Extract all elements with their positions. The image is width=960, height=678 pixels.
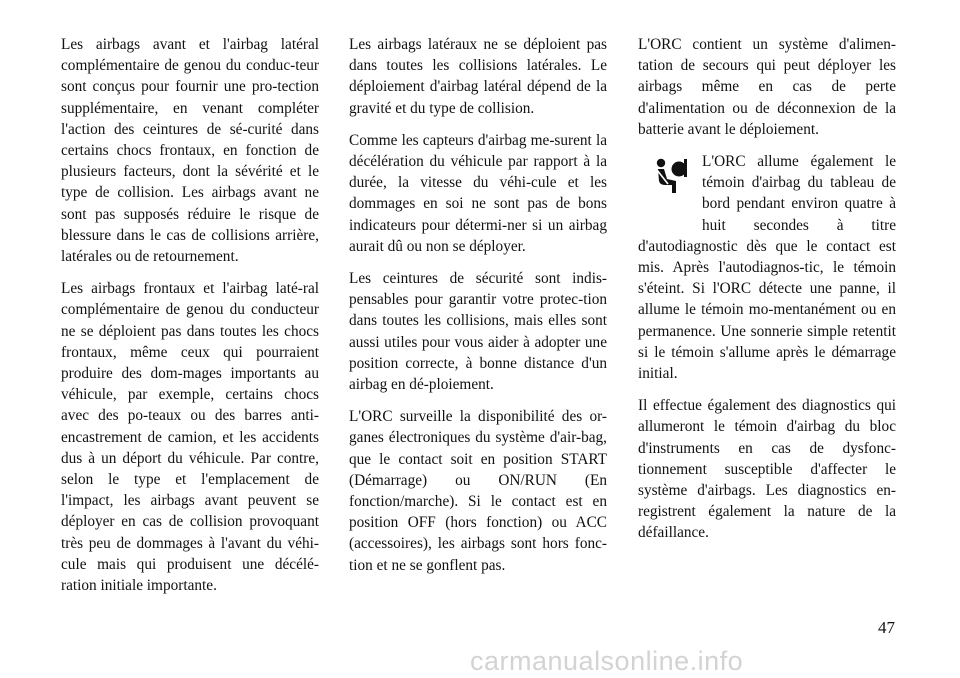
paragraph: Comme les capteurs d'airbag me-surent la décélération du véhicule par rapport à la durée, la vitesse du véhi-cule et les dommages en soi ne sont pas de bons indicateurs pour détermi-ner si un airbag aurait dû ou non se déployer. [349, 131, 607, 255]
paragraph: Les airbags frontaux et l'airbag laté-ral complémentaire de genou du conducteur ne se déploient pas dans toutes les chocs frontaux, même ceux qui pourraient produire des dom-mages importants au véhicule, par exemple, certains chocs avec des po-teaux ou des barres anti-encastrement de camion, et les accidents dus à un déport du véhicule. Par contre, selon le type et l'emplacement de l'impact, les airbags avant peuvent se déployer en cas de collision provoquant très peu de dommages à l'avant du véhi-cule mais qui produisent une décélé-ration initiale importante. [61, 280, 319, 595]
text-column-3 [638, 34, 896, 555]
paragraph: Il effectue également des diagnostics qui allumeront le témoin d'airbag du bloc d'instruments en cas de dysfonc-tionnement susceptible d'affecter le système d'airbags. Les diagnostics en-registrent également la nature de la défaillance. [638, 397, 896, 542]
paragraph: Les ceintures de sécurité sont indis-pensables pour garantir votre protec-tion dans toutes les collisions, mais elles sont aussi utiles pour vous aider à adopter une position correcte, à bonne distance d'un airbag en dé-ploiement. [349, 270, 607, 394]
paragraph: Les airbags avant et l'airbag latéral complémentaire de genou du conduc-teur sont conçus pour fournir une pro-tection supplémentaire, en venant compléter l'action des ceintures de sé-curité dans certains chocs frontaux, en fonction de plusieurs facteurs, dont la sévérité et le type de collision. Les airbags avant ne sont pas supposés réduire le risque de blessure dans le cas de collisions arrière, latérales ou de retournement. [61, 36, 319, 266]
paragraph: L'ORC allume également le témoin d'airbag du tableau de bord pendant environ quatre à huit secondes à titre d'autodiagnostic dès que le contact est mis. Après l'autodiagnos-tic, le témoin s'éteint. Si l'ORC détecte une panne, il allume le témoin mo-mentanément ou en permanence. Une sonnerie simple retentit si le témoin s'allume après le démarrage initial. [638, 153, 896, 383]
paragraph: L'ORC surveille la disponibilité des or-ganes électroniques du système d'air-bag, que le contact soit en position START (Démarrage) ou ON/RUN (En fonction/marche). Si le contact est en position OFF (hors fonction) ou ACC (accessoires), les airbags sont hors fonc-tion et ne se gonflent pas. [349, 408, 607, 574]
text-column-2 [349, 34, 607, 587]
airbag-warning-icon [638, 151, 702, 217]
paragraph: L'ORC contient un système d'alimen-tation de secours qui peut déployer les airbags même en cas de perte d'alimentation ou de déconnexion de la batterie avant le déploiement. [638, 36, 896, 138]
watermark: carmanualsonline.info [470, 646, 744, 676]
page-number: 47 [878, 618, 895, 637]
paragraph: Les airbags latéraux ne se déploient pas dans toutes les collisions latérales. Le déploiement d'airbag latéral dépend de la gravité et du type de collision. [349, 36, 607, 117]
text-column-1 [61, 34, 319, 607]
